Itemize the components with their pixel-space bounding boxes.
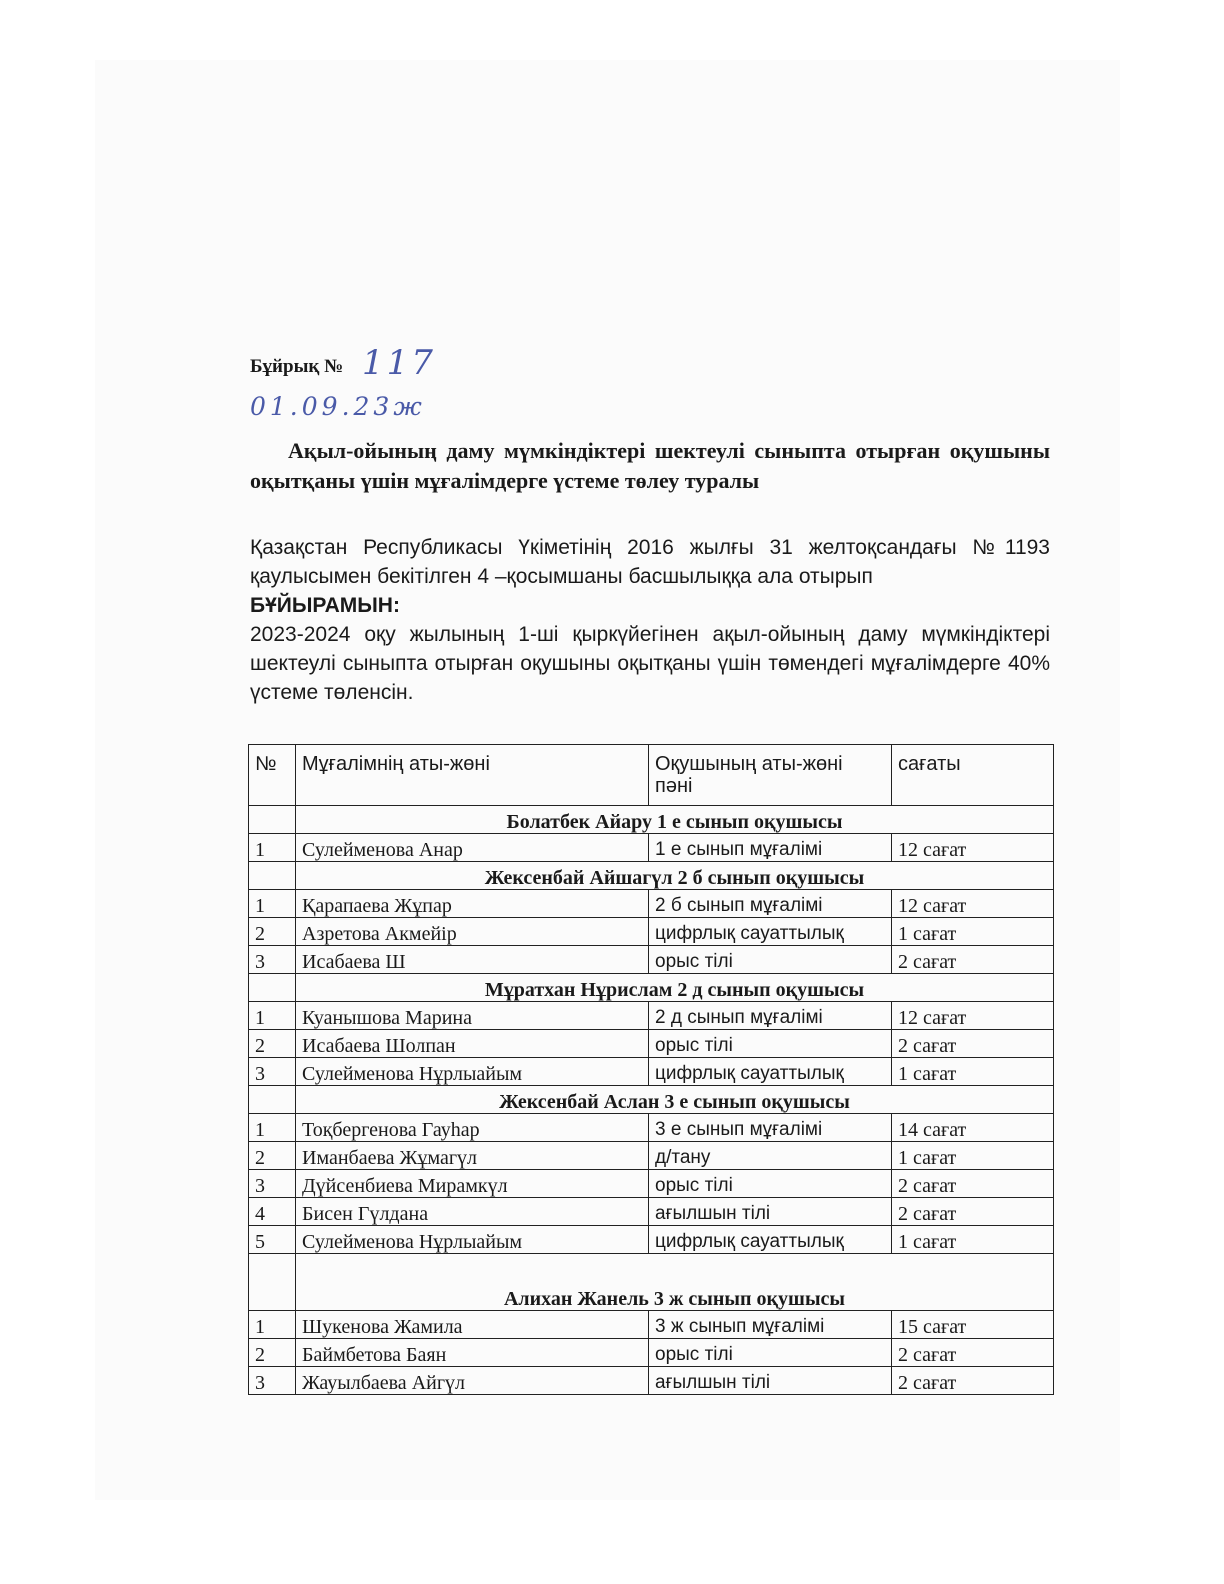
table-row — [249, 1226, 1054, 1254]
row-number: 5 — [249, 1226, 296, 1254]
table-row — [249, 1058, 1054, 1086]
student-subject: 2 д сынып мұғалімі — [649, 1002, 892, 1030]
student-subject: цифрлық сауаттылық — [649, 1226, 892, 1254]
group-title: Алихан Жанель 3 ж сынып оқушысы — [296, 1254, 1054, 1311]
hours: 12 сағат — [892, 1002, 1054, 1030]
hours: 2 сағат — [892, 946, 1054, 974]
body-paragraph-2: 2023-2024 оқу жылының 1-ші қыркүйегінен ақыл-ойының даму мүмкіндіктері шектеулі сыныпта отырған оқушыны оқытқаны үшін төмендегі мұғалімдерге 40% үстеме төленсін. — [250, 623, 1050, 704]
teacher-name: Бисен Гүлдана — [296, 1198, 649, 1226]
group-row — [249, 806, 1054, 834]
row-number: 1 — [249, 1114, 296, 1142]
document-title: Ақыл-ойының даму мүмкіндіктері шектеулі сыныпта отырған оқушыны оқытқаны үшін мұғалімдерге үстеме төлеу туралы — [250, 438, 1050, 493]
teacher-name: Сулейменова Анар — [296, 834, 649, 862]
group-row — [249, 1086, 1054, 1114]
table-row — [249, 1367, 1054, 1395]
table-row — [249, 1030, 1054, 1058]
student-subject: 3 ж сынып мұғалімі — [649, 1311, 892, 1339]
row-number: 3 — [249, 946, 296, 974]
group-empty-cell — [249, 1086, 296, 1114]
table-row — [249, 946, 1054, 974]
student-subject: 2 б сынып мұғалімі — [649, 890, 892, 918]
hours: 14 сағат — [892, 1114, 1054, 1142]
row-number: 2 — [249, 918, 296, 946]
hours: 2 сағат — [892, 1367, 1054, 1395]
group-row — [249, 1254, 1054, 1311]
header-hours: сағаты — [892, 745, 1054, 806]
header-number: № — [249, 745, 296, 806]
table-header-row — [249, 745, 1054, 806]
group-row — [249, 862, 1054, 890]
row-number: 3 — [249, 1058, 296, 1086]
row-number: 1 — [249, 890, 296, 918]
student-subject: цифрлық сауаттылық — [649, 918, 892, 946]
hours: 1 сағат — [892, 1142, 1054, 1170]
row-number: 1 — [249, 1002, 296, 1030]
body-paragraph-1: Қазақстан Республикасы Үкіметінің 2016 жылғы 31 желтоқсандағы №1193 қаулысымен бекітілген 4 –қосымшаны басшылыққа ала отырып — [250, 536, 1050, 588]
table-row — [249, 834, 1054, 862]
row-number: 2 — [249, 1030, 296, 1058]
table-row — [249, 1002, 1054, 1030]
student-subject: ағылшын тілі — [649, 1367, 892, 1395]
table-row — [249, 1311, 1054, 1339]
row-number: 1 — [249, 834, 296, 862]
table-row — [249, 918, 1054, 946]
teacher-name: Исабаева Шолпан — [296, 1030, 649, 1058]
hours: 2 сағат — [892, 1170, 1054, 1198]
group-empty-cell — [249, 862, 296, 890]
student-subject: орыс тілі — [649, 1170, 892, 1198]
teacher-name: Азретова Акмейір — [296, 918, 649, 946]
student-subject: орыс тілі — [649, 1339, 892, 1367]
student-subject: 3 е сынып мұғалімі — [649, 1114, 892, 1142]
group-title: Жексенбай Айшагүл 2 б сынып оқушысы — [296, 862, 1054, 890]
group-title: Болатбек Айару 1 е сынып оқушысы — [296, 806, 1054, 834]
hours: 1 сағат — [892, 1226, 1054, 1254]
row-number: 3 — [249, 1367, 296, 1395]
order-number-handwritten: 117 — [362, 343, 436, 383]
teacher-name: Қарапаева Жұпар — [296, 890, 649, 918]
order-label: Бұйрық № — [250, 356, 344, 377]
document-body — [250, 533, 1050, 707]
header-teacher: Мұғалімнің аты-жөні — [296, 745, 649, 806]
row-number: 2 — [249, 1142, 296, 1170]
table-row — [249, 1142, 1054, 1170]
student-subject: 1 е сынып мұғалімі — [649, 834, 892, 862]
teacher-name: Шукенова Жамила — [296, 1311, 649, 1339]
header-student-subject: Оқушының аты-жөні пәні — [649, 745, 892, 806]
row-number: 2 — [249, 1339, 296, 1367]
row-number: 3 — [249, 1170, 296, 1198]
teacher-name: Баймбетова Баян — [296, 1339, 649, 1367]
hours: 12 сағат — [892, 834, 1054, 862]
hours: 2 сағат — [892, 1339, 1054, 1367]
group-title: Жексенбай Аслан 3 е сынып оқушысы — [296, 1086, 1054, 1114]
teacher-name: Жауылбаева Айгүл — [296, 1367, 649, 1395]
teacher-name: Куанышова Марина — [296, 1002, 649, 1030]
group-title: Мұратхан Нұрислам 2 д сынып оқушысы — [296, 974, 1054, 1002]
hours: 2 сағат — [892, 1198, 1054, 1226]
student-subject: ағылшын тілі — [649, 1198, 892, 1226]
teacher-name: Тоқбергенова Гауһар — [296, 1114, 649, 1142]
table-row — [249, 1114, 1054, 1142]
student-subject: цифрлық сауаттылық — [649, 1058, 892, 1086]
student-subject: орыс тілі — [649, 946, 892, 974]
group-row — [249, 974, 1054, 1002]
table-row — [249, 1170, 1054, 1198]
hours: 12 сағат — [892, 890, 1054, 918]
row-number: 4 — [249, 1198, 296, 1226]
table-row — [249, 1198, 1054, 1226]
group-empty-cell — [249, 806, 296, 834]
table-row — [249, 1339, 1054, 1367]
hours: 2 сағат — [892, 1030, 1054, 1058]
teacher-name: Иманбаева Жұмагүл — [296, 1142, 649, 1170]
student-subject: д/тану — [649, 1142, 892, 1170]
group-empty-cell — [249, 1254, 296, 1311]
teacher-name: Сулейменова Нұрлыайым — [296, 1058, 649, 1086]
hours: 15 сағат — [892, 1311, 1054, 1339]
teacher-name: Сулейменова Нұрлыайым — [296, 1226, 649, 1254]
hours: 1 сағат — [892, 1058, 1054, 1086]
decree-heading: БҰЙЫРАМЫН: — [250, 594, 400, 617]
teachers-table — [248, 744, 1054, 1395]
table-row — [249, 890, 1054, 918]
teacher-name: Исабаева Ш — [296, 946, 649, 974]
group-empty-cell — [249, 974, 296, 1002]
teacher-name: Дүйсенбиева Мирамкүл — [296, 1170, 649, 1198]
hours: 1 сағат — [892, 918, 1054, 946]
student-subject: орыс тілі — [649, 1030, 892, 1058]
row-number: 1 — [249, 1311, 296, 1339]
order-date-handwritten: 01.09.23ж — [250, 392, 426, 421]
